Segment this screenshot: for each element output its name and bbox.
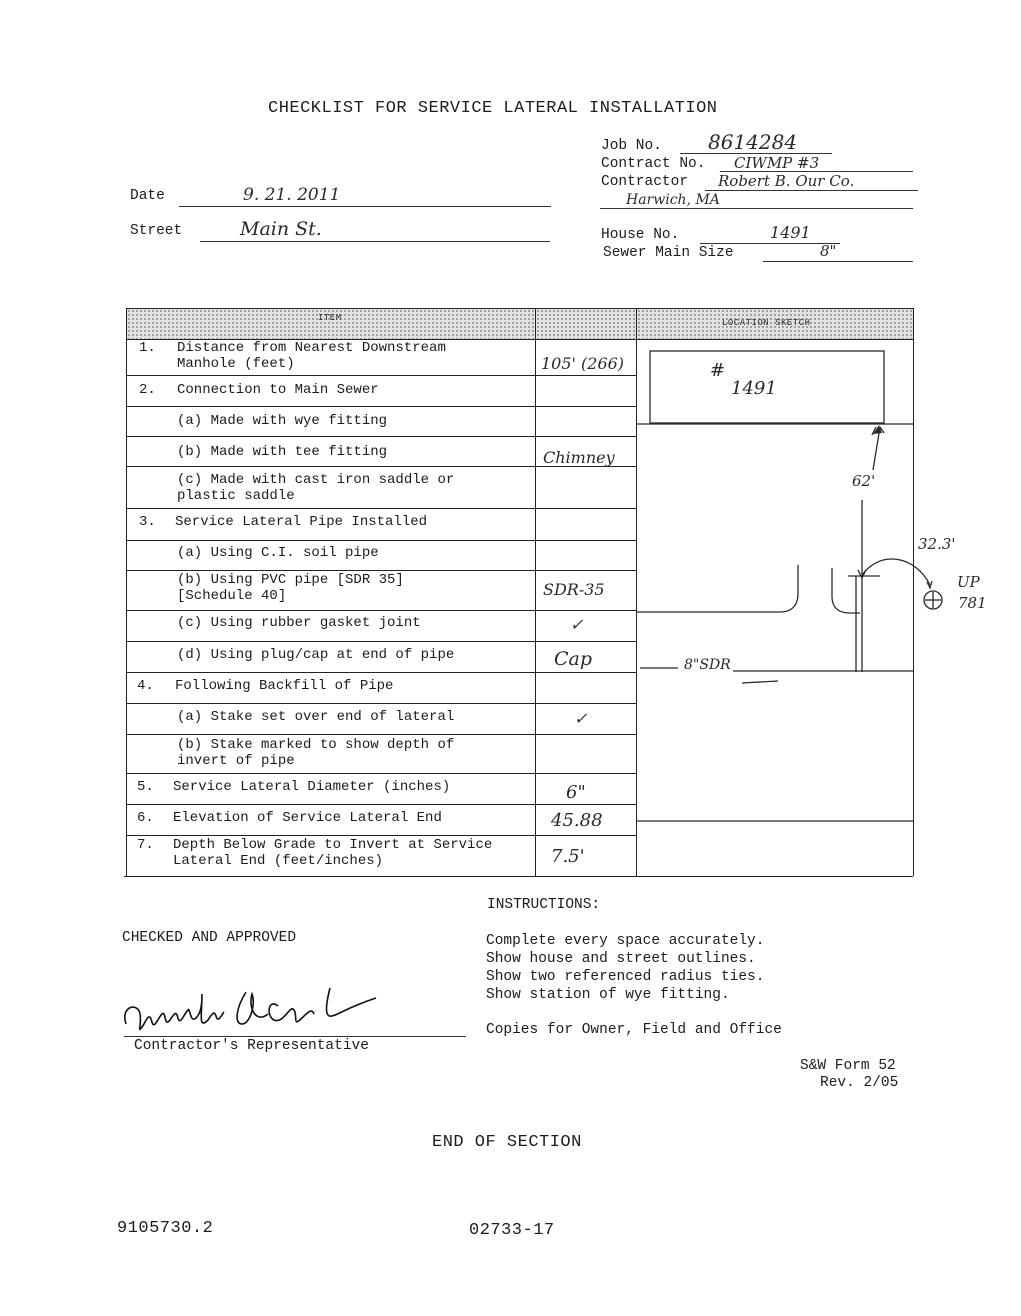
row-line <box>126 406 636 407</box>
tie-323-arrow <box>862 559 930 585</box>
row-3b-text2: [Schedule 40] <box>177 588 287 604</box>
sewer-main-size-label: Sewer Main Size <box>603 245 734 261</box>
tie-62-arrow <box>873 427 880 470</box>
row-4-num: 4. <box>137 678 154 694</box>
row-7-text: Depth Below Grade to Invert at Service <box>173 837 493 853</box>
row-4a-value: ✓ <box>574 709 588 728</box>
row-line <box>126 734 636 735</box>
sewer-main-size-line <box>763 261 913 262</box>
row-line <box>126 641 636 642</box>
row-3-text: Service Lateral Pipe Installed <box>175 514 428 530</box>
row-3d-value: Cap <box>554 648 593 670</box>
date-label: Date <box>130 188 165 204</box>
street-value: Main St. <box>240 218 322 240</box>
row-1-value: 105' (266) <box>541 354 625 373</box>
footer-left: 9105730.2 <box>117 1219 214 1238</box>
row-line <box>126 436 636 437</box>
row-line <box>126 508 636 509</box>
form-rev: Rev. 2/05 <box>820 1075 899 1091</box>
row-line <box>126 672 636 673</box>
street-line <box>200 241 550 242</box>
sewer-main-size-value: 8" <box>820 242 837 260</box>
job-no-value: 8614284 <box>708 130 798 154</box>
contractor-label: Contractor <box>601 174 689 190</box>
utility-pole-symbol <box>924 591 942 609</box>
pipe-label: 8"SDR <box>684 657 731 673</box>
item-header: ITEM <box>318 313 342 323</box>
row-6-num: 6. <box>137 810 154 826</box>
contract-no-label: Contract No. <box>601 156 706 172</box>
checked-approved-label: CHECKED AND APPROVED <box>122 930 297 946</box>
sketch-header: LOCATION SKETCH <box>722 318 811 328</box>
row-2c-text2: plastic saddle <box>177 488 295 504</box>
contractor-line <box>705 190 918 191</box>
date-value: 9. 21. 2011 <box>243 185 341 205</box>
value-header-shade <box>536 309 636 339</box>
row-line <box>126 540 636 541</box>
row-2b-value: Chimney <box>543 448 615 467</box>
row-4-text: Following Backfill of Pipe <box>175 678 394 694</box>
row-line <box>126 835 636 836</box>
table-right <box>913 308 914 876</box>
row-5-text: Service Lateral Diameter (inches) <box>173 779 451 795</box>
table-bottom <box>124 876 913 877</box>
hash-mark: # <box>710 360 726 381</box>
job-no-label: Job No. <box>601 138 662 154</box>
table-left <box>126 308 127 876</box>
row-line <box>126 773 636 774</box>
instruction-line-3: Show two referenced radius ties. <box>486 969 765 985</box>
row-2b-text: (b) Made with tee fitting <box>177 444 388 460</box>
instruction-line-2: Show house and street outlines. <box>486 951 756 967</box>
end-of-section: END OF SECTION <box>432 1133 582 1152</box>
contractor-signature <box>118 984 398 1044</box>
street-curb-right <box>832 568 860 613</box>
up-label: UP <box>957 573 980 591</box>
house-no-value: 1491 <box>770 223 811 242</box>
row-3b-text: (b) Using PVC pipe [SDR 35] <box>177 572 404 588</box>
row-6-text: Elevation of Service Lateral End <box>173 810 442 826</box>
house-number-sketch: 1491 <box>731 378 777 399</box>
contractor-value-2: Harwich, MA <box>626 192 720 208</box>
instruction-line-4: Show station of wye fitting. <box>486 987 730 1003</box>
row-3b-value: SDR-35 <box>543 580 605 599</box>
up-number: 781 <box>958 594 987 612</box>
row-2a-text: (a) Made with wye fitting <box>177 413 388 429</box>
row-3c-value: ✓ <box>570 615 584 634</box>
house-no-line <box>700 243 840 244</box>
row-2-num: 2. <box>139 382 156 398</box>
row-3d-text: (d) Using plug/cap at end of pipe <box>177 647 455 663</box>
tie-62-arrowhead <box>873 425 882 434</box>
contractor-value-1: Robert B. Our Co. <box>718 172 855 190</box>
row-2-text: Connection to Main Sewer <box>177 382 379 398</box>
row-line <box>126 570 636 571</box>
row-3a-text: (a) Using C.I. soil pipe <box>177 545 379 561</box>
row-3-num: 3. <box>139 514 156 530</box>
row-7-value: 7.5' <box>551 846 585 867</box>
row-4b-text: (b) Stake marked to show depth of <box>177 737 455 753</box>
row-4b-text2: invert of pipe <box>177 753 295 769</box>
row-6-value: 45.88 <box>551 810 603 831</box>
form-name: S&W Form 52 <box>800 1058 896 1074</box>
row-1-text2: Manhole (feet) <box>177 356 295 372</box>
row-1-text: Distance from Nearest Downstream <box>177 340 446 356</box>
row-5-num: 5. <box>137 779 154 795</box>
dim-62: 62' <box>852 472 876 490</box>
signature-line <box>124 1036 466 1037</box>
copies-line: Copies for Owner, Field and Office <box>486 1022 782 1038</box>
row-4a-text: (a) Stake set over end of lateral <box>177 709 455 725</box>
instruction-line-1: Complete every space accurately. <box>486 933 765 949</box>
row-line <box>126 804 636 805</box>
table-value-divider <box>535 308 536 876</box>
contractor-rep-label: Contractor's Representative <box>134 1038 369 1054</box>
row-7-num: 7. <box>137 837 154 853</box>
row-2c-text: (c) Made with cast iron saddle or <box>177 472 455 488</box>
dim-323: 32.3' <box>918 535 956 553</box>
row-line <box>126 703 636 704</box>
row-3c-text: (c) Using rubber gasket joint <box>177 615 421 631</box>
row-7-text2: Lateral End (feet/inches) <box>173 853 384 869</box>
footer-center: 02733-17 <box>469 1221 555 1240</box>
row-line <box>126 375 636 376</box>
row-line <box>126 610 636 611</box>
date-line <box>179 206 551 207</box>
form-title: CHECKLIST FOR SERVICE LATERAL INSTALLATION <box>268 99 718 118</box>
row-5-value: 6" <box>566 782 586 803</box>
street-label: Street <box>130 223 183 239</box>
contract-no-value: CIWMP #3 <box>734 154 820 172</box>
row-1-num: 1. <box>139 340 156 356</box>
street-curb-left <box>636 565 798 612</box>
instructions-heading: INSTRUCTIONS: <box>487 897 601 913</box>
table-sketch-divider <box>636 308 637 876</box>
contractor-line-2 <box>600 208 913 209</box>
house-no-label: House No. <box>601 227 680 243</box>
